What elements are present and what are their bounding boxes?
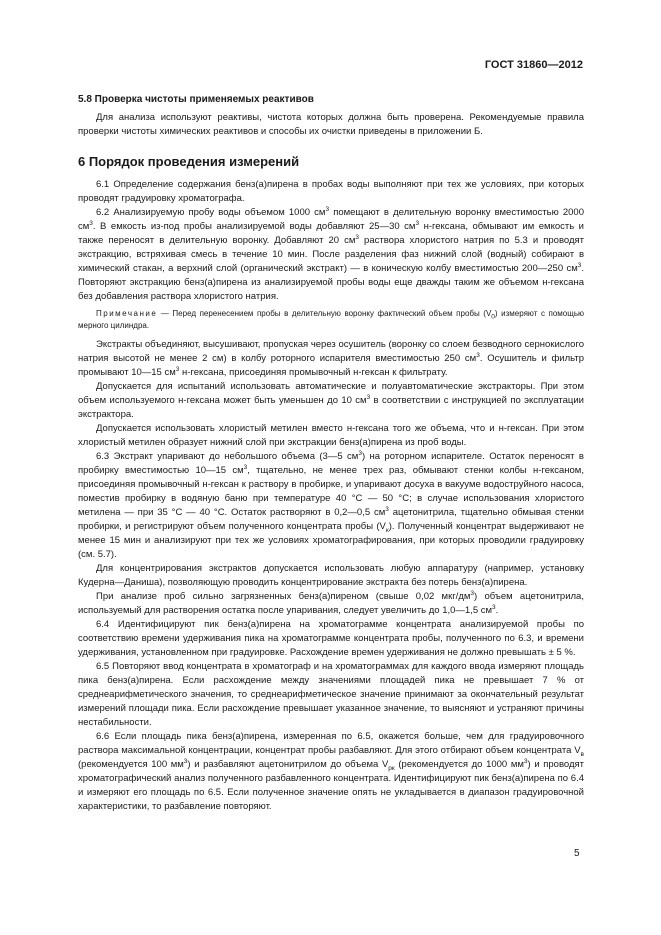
paragraph-6-6: 6.6 Если площадь пика бенз(а)пирена, измеренная по 6.5, окажется больше, чем для градуировочного раствора максимальной концентрации, концентрат пробы разбавляют. Для этого отбирают объем концентрата $V_в$ (рекомендуется 100 $мм^3$) и разбавляют ацетонитрилом до объема $V_{рк}$ (рекомендуется до 1000 $мм^3$) и проводят хроматографический анализ полученного разбавленного концентрата. Идентифицируют пик бенз(а)пирена по 6.4 и измеряют его площадь по 6.5. Если полученное значение опять не укладывается в диапазон градуировочной характеристики, то разбавление повторяют. <box>78 731 585 812</box>
paragraph-6-4: 6.4 Идентифицируют пик бенз(а)пирена на хроматограмме концентрата анализируемой пробы по соответствию времени удерживания пика на хроматограмме концентрата пробы, полученного по 6.3, и времени удерживания, установленном при градуировке. Расхождение времен удерживания не должно превышать ± 5 %. <box>78 619 584 658</box>
note: Примечание — Перед перенесением пробы в делительную воронку фактический объем пробы $(V_0)$ измеряют с помощью мерного цилиндра. <box>78 309 584 330</box>
section-5-8-body <box>78 111 584 139</box>
paragraph: Для анализа используют реактивы, чистота которых должна быть проверена. Рекомендуемые правила проверки чистоты химических реактивов и способы их очистки приведены в приложении Б. <box>78 112 584 137</box>
page-number: 5 <box>574 848 580 859</box>
paragraph-6-1: 6.1 Определение содержания бенз(а)пирена в пробах воды выполняют при тех же условиях, при которых проводят градуировку хроматографа. <box>78 179 584 204</box>
paragraph-6-3: 6.3 Экстракт упаривают до небольшого объема (3—5 $см^3$) на роторном испарителе. Остаток переносят в пробирку вместимостью 10—15 $см^3$, тщательно, не менее трех раз, обмывают стенки колбы н-гексаном, присоединяя промывочный н-гексан к раствору в пробирке, и упаривают досуха в вакууме водоструйного насоса, поместив пробирку в водяную баню при температуре 40 °С — 50 °С; в случае использования хлористого метилена — при 35 °С — 40 °С. Остаток растворяют в 0,2—0,5 $см^3$ ацетонитрила, тщательно обмывая стенки пробирки, и регистрируют объем полученного концентрата пробы $(V_к)$. Полученный концентрат выдерживают не менее 15 мин и анализируют при тех же условиях хроматографирования, при которых проводили градуировку (см. 5.7). <box>78 449 584 560</box>
section-6-heading: 6 Порядок проведения измерений <box>78 154 300 169</box>
paragraph-auto-extractors: Допускается для испытаний использовать автоматические и полуавтоматические экстракторы. При этом объем используемого н-гексана может быть уменьшен до 10 $см^3$ в соответствии с инструкцией по эксплуатации экстрактора. <box>78 381 584 420</box>
section-6-body <box>78 178 584 814</box>
document-id: ГОСТ 31860—2012 <box>484 59 583 71</box>
paragraph-6-2: 6.2 Анализируемую пробу воды объемом 1000 $см^3$ помещают в делительную воронку вместимостью 2000 $см^3$. В емкость из-под пробы анализируемой воды добавляют 25—30 $см^3$ н-гексана, обмывают им емкость и также переносят в делительную воронку. Добавляют 20 $см^3$ раствора хлористого натрия по 5.3 и проводят экстракцию, встряхивая смесь в течение 10 мин. После разделения фаз нижний слой (водный) собирают в химический стакан, а верхний слой (органический экстракт) — в коническую колбу вместимостью 200—250 $см^3$. Повторяют экстракцию бенз(а)пирена из анализируемой пробы воды еще дважды таким же объемом н-гексана без добавления раствора хлористого натрия. <box>78 205 584 302</box>
paragraph-concentrating: Для концентрирования экстрактов допускается использовать любую аппаратуру (например, установку Кудерна—Даниша), позволяющую проводить концентрирование экстракта без потерь бенз(а)пирена. <box>78 563 584 588</box>
section-5-8-heading: 5.8 Проверка чистоты применяемых реактивов <box>78 94 314 105</box>
paragraph-extracts: Экстракты объединяют, высушивают, пропуская через осушитель (воронку со слоем безводного сернокислого натрия высотой не менее 2 см) в колбу роторного испарителя вместимостью 250 $см^3$. Осушитель и фильтр промывают 10—15 $см^3$ н-гексана, присоединяя промывочный н-гексан к фильтрату. <box>78 339 584 378</box>
paragraph-dirty-samples: При анализе проб сильно загрязненных бенз(а)пиреном (свыше 0,02 мкг/$дм^3$) объем ацетонитрила, используемый для растворения остатка после упаривания, следует увеличить до 1,0—1,5 $см^3$. <box>78 589 584 616</box>
paragraph-methylene: Допускается использовать хлористый метилен вместо н-гексана того же объема, что и н-гексан. При этом хлористый метилен образует нижний слой при экстракции бенз(а)пирена из проб воды. <box>78 423 584 448</box>
paragraph-6-5: 6.5 Повторяют ввод концентрата в хроматограф и на хроматограммах для каждого ввода измеряют площадь пика бенз(а)пирена. Если расхождение между значениями площадей пика не превышает 7 % от среднеарифметического значения, то среднеарифметическое значение принимают за окончательный результат измерений площади пика. Если расхождение превышает указанное значение, то выясняют и устраняют причины нестабильности. <box>78 661 584 728</box>
